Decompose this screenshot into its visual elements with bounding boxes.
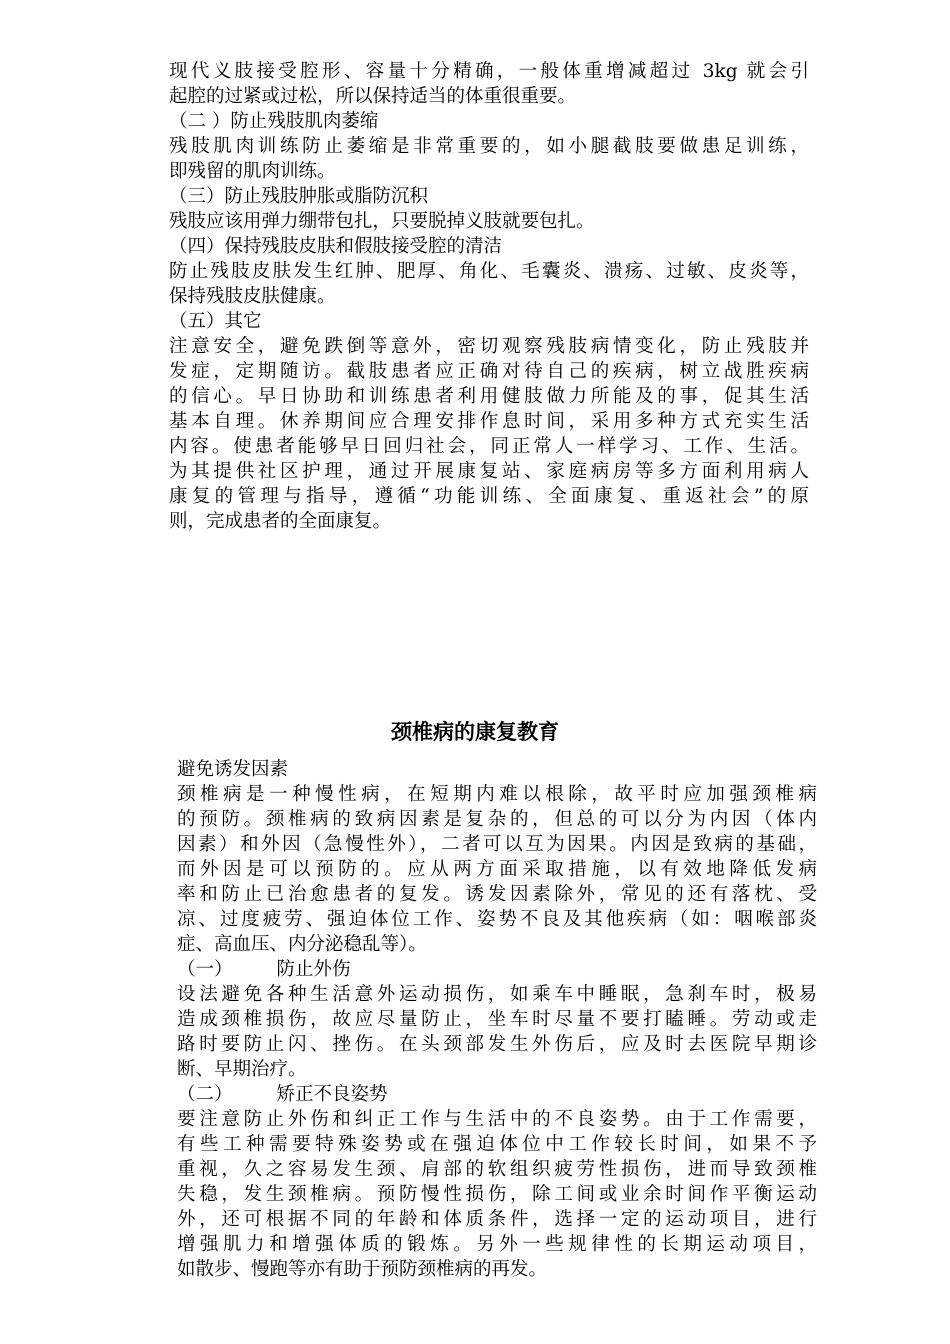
paragraph-line: 发症，定期随访。截肢患者应正确对待自己的疾病，树立战胜疾病	[169, 361, 809, 382]
paragraph-line: 路时要防止闪、挫伤。在头颈部发生外伤后，应及时去医院早期诊	[177, 1034, 817, 1055]
paragraph-line: 保持残肢皮肤健康。	[169, 286, 336, 307]
paragraph-line: 症、高血压、内分泌稳乱等）。	[177, 934, 427, 955]
paragraph-line: 基本自理。休养期间应合理安排作息时间，采用多种方式充实生活	[169, 411, 809, 432]
subheading-keep-clean: （四）保持残肢皮肤和假肢接受腔的清洁	[169, 236, 503, 257]
cervical-spondylosis-section	[177, 757, 817, 1282]
paragraph-line: 重视，久之容易发生颈、肩部的软组织疲劳性损伤，进而导致颈椎	[177, 1159, 817, 1180]
paragraph-line: 残肢肌肉训练防止萎缩是非常重要的，如小腿截肢要做患足训练，	[169, 136, 809, 157]
paragraph-line: 为其提供社区护理，通过开展康复站、家庭病房等多方面利用病人	[169, 461, 809, 482]
paragraph-line: 设法避免各种生活意外运动损伤，如乘车中睡眠，急刹车时，极易	[177, 984, 817, 1005]
subheading-number: （一）	[177, 959, 233, 980]
paragraph-line: 现代义肢接受腔形、容量十分精确，一般体重增减超过 3kg 就会引	[169, 61, 809, 82]
paragraph-line: 如散步、慢跑等亦有助于预防颈椎病的再发。	[177, 1259, 548, 1280]
amputation-care-section	[169, 59, 809, 534]
paragraph-line: 因素）和外因（急慢性外），二者可以互为因果。内因是致病的基础，	[177, 834, 817, 855]
paragraph-line: 起腔的过紧或过松，所以保持适当的体重很重要。	[169, 86, 577, 107]
section-title: 颈椎病的康复教育	[391, 719, 559, 744]
paragraph-line: 防止残肢皮肤发生红肿、肥厚、角化、毛囊炎、溃疡、过敏、皮炎等，	[169, 261, 809, 282]
paragraph-line: 凉、过度疲劳、强迫体位工作、姿势不良及其他疾病（如：咽喉部炎	[177, 909, 817, 930]
paragraph-line: 的信心。早日协助和训练患者利用健肢做力所能及的事，促其生活	[169, 386, 809, 407]
paragraph-line: 率和防止已治愈患者的复发。诱发因素除外，常见的还有落枕、受	[177, 884, 817, 905]
paragraph-line: 康复的管理与指导，遵循“功能训练、全面康复、重返社会”的原	[169, 486, 809, 507]
paragraph-line: 外，还可根据不同的年龄和体质条件，选择一定的运动项目，进行	[177, 1209, 817, 1230]
subheading-prevent-swelling: （三）防止残肢肿胀或脂防沉积	[169, 186, 429, 207]
subheading-prevent-injury	[177, 957, 817, 982]
paragraph-line: 失稳，发生颈椎病。预防慢性损伤，除工间或业余时间作平衡运动	[177, 1184, 817, 1205]
paragraph-line: 则，完成患者的全面康复。	[169, 511, 392, 532]
paragraph-line: 即残留的肌肉训练。	[169, 161, 336, 182]
paragraph-line: 断、早期治疗。	[177, 1059, 307, 1080]
subheading-avoid-triggers: 避免诱发因素	[177, 759, 289, 780]
paragraph-line: 注意安全，避免跌倒等意外，密切观察残肢病情变化，防止残肢并	[169, 336, 809, 357]
subheading-text: 矫正不良姿势	[276, 1084, 388, 1105]
subheading-prevent-atrophy: （二 ）防止残肢肌肉萎缩	[169, 111, 379, 132]
paragraph-line: 颈椎病是一种慢性病，在短期内难以根除，故平时应加强颈椎病	[177, 784, 817, 805]
paragraph-line: 要注意防止外伤和纠正工作与生活中的不良姿势。由于工作需要，	[177, 1109, 817, 1130]
paragraph-line: 有些工种需要特殊姿势或在强迫体位中工作较长时间，如果不予	[177, 1134, 817, 1155]
subheading-text: 防止外伤	[276, 959, 351, 980]
subheading-number: （二）	[177, 1084, 233, 1105]
paragraph-line: 而外因是可以预防的。应从两方面采取措施，以有效地降低发病	[177, 859, 817, 880]
paragraph-line: 造成颈椎损伤，故应尽量防止，坐车时尽量不要打瞌睡。劳动或走	[177, 1009, 817, 1030]
subheading-correct-posture	[177, 1082, 817, 1107]
paragraph-line: 内容。使患者能够早日回归社会，同正常人一样学习、工作、生活。	[169, 436, 809, 457]
paragraph-line: 残肢应该用弹力绷带包扎，只要脱掉义肢就要包扎。	[169, 211, 595, 232]
paragraph-line: 的预防。颈椎病的致病因素是复杂的，但总的可以分为内因（体内	[177, 809, 817, 830]
paragraph-line: 增强肌力和增强体质的锻炼。另外一些规律性的长期运动项目，	[177, 1234, 817, 1255]
subheading-other: （五）其它	[169, 311, 262, 332]
